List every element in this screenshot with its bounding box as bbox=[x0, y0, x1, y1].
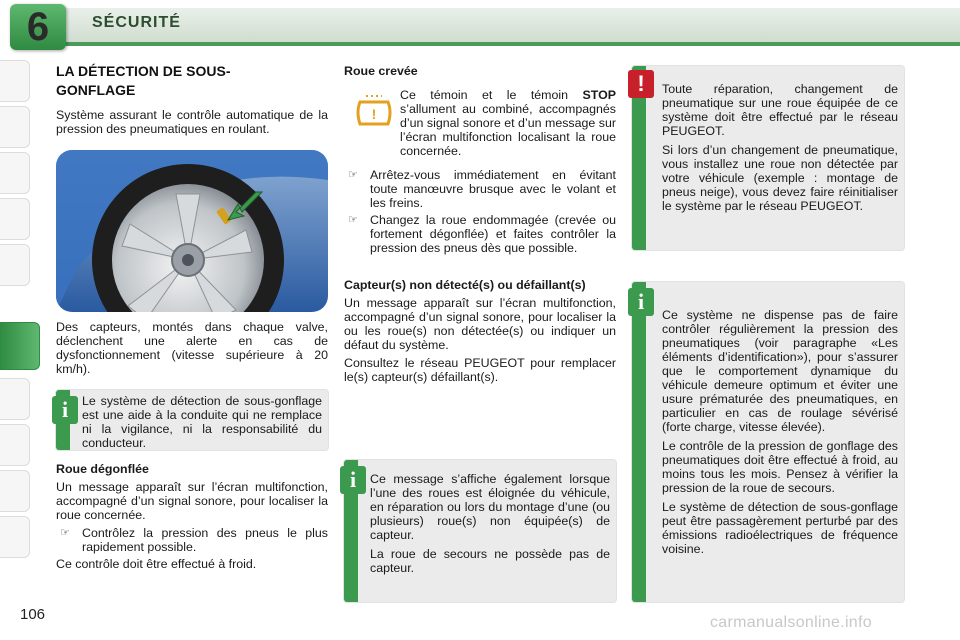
page-number: 106 bbox=[20, 606, 46, 623]
info-icon: i bbox=[52, 396, 78, 424]
chapter-tab[interactable] bbox=[10, 4, 66, 50]
pointing-hand-icon: ☞ bbox=[60, 527, 70, 539]
info-box-pressure-p2: Le contrôle de la pression de gonflage des pneumatiques doit être effectué à froid, au moins tous les mois. Pensez à vérifier la pression de la roue de secours. bbox=[662, 439, 898, 495]
deflated-title: Roue dégonflée bbox=[56, 462, 149, 476]
wheel-illustration bbox=[56, 150, 328, 312]
side-tab-4[interactable] bbox=[0, 198, 30, 240]
pointing-hand-icon: ☞ bbox=[348, 169, 358, 181]
info-box-spare-p1: Ce message s’affiche également lorsque l’une des roues est éloignée du véhicule, en réparation ou lors du montage d’une (ou plusieurs) roue(s) non équipée(s) de capteur. bbox=[370, 472, 610, 542]
puncture-bullet-1 bbox=[344, 168, 616, 210]
pointing-hand-icon: ☞ bbox=[348, 214, 358, 226]
puncture-bullet-2-text: Changez la roue endommagée (crevée ou fortement dégonflée) et faites contrôler la pression des pneus dès que possible. bbox=[370, 213, 616, 255]
section-heading bbox=[56, 62, 328, 100]
side-tab-7[interactable] bbox=[0, 378, 30, 420]
wheel-valve-photo bbox=[56, 150, 328, 312]
side-tab-3[interactable] bbox=[0, 152, 30, 194]
puncture-text-b: s’allument au combiné, accompagnés d’un signal sonore et d’un message sur l’écran multifonction localisant la roue concernée. bbox=[400, 102, 616, 158]
sensors-paragraph: Des capteurs, montés dans chaque valve, déclenchent une alerte en cas de dysfonctionnement (vitesse supérieure à 20 km/h). bbox=[56, 320, 328, 376]
header-band bbox=[60, 8, 960, 44]
tpms-warning-icon bbox=[352, 90, 396, 134]
puncture-paragraph-wrap bbox=[400, 88, 616, 162]
side-tab-8[interactable] bbox=[0, 424, 30, 466]
box-accent bbox=[632, 282, 646, 602]
warning-box-text bbox=[662, 82, 898, 218]
info-box-driver-aid bbox=[56, 390, 328, 450]
side-tab-9[interactable] bbox=[0, 470, 30, 512]
side-tab-10[interactable] bbox=[0, 516, 30, 558]
chapter-title: SÉCURITÉ bbox=[92, 14, 181, 31]
info-box-spare-text bbox=[370, 472, 610, 580]
sensor-title: Capteur(s) non détecté(s) ou défaillant(s) bbox=[344, 278, 586, 292]
section-heading-line2: GONFLAGE bbox=[56, 82, 136, 98]
warning-box-p2: Si lors d’un changement de pneumatique, vous installez une roue non détectée par votre véhicule (exemple : montage de pneus neige), vous devez faire réinitialiser le système par le réseau PEUGEOT. bbox=[662, 143, 898, 213]
sensor-text-2: Consultez le réseau PEUGEOT pour remplacer le(s) capteur(s) défaillant(s). bbox=[344, 356, 616, 384]
side-tab-1[interactable] bbox=[0, 60, 30, 102]
deflated-bullet bbox=[56, 526, 328, 554]
info-box-pressure-p1: Ce système ne dispense pas de faire contrôler régulièrement la pression des pneumatiques (voir paragraphe «Les éléments d’identification»), pour s’assurer que le comportement dynamique du véhicule demeure optimum et éviter une usure prématurée des pneumatiques, en particulier en cas de roulage sévérisé (forte charge, vitesse élevée). bbox=[662, 308, 898, 434]
puncture-bullet-2 bbox=[344, 213, 616, 255]
deflated-section bbox=[56, 462, 328, 575]
section-heading-line1: LA DÉTECTION DE SOUS- bbox=[56, 63, 231, 79]
header-stripe bbox=[60, 42, 960, 46]
info-box-pressure bbox=[632, 282, 904, 602]
side-tab-2[interactable] bbox=[0, 106, 30, 148]
deflated-text: Un message apparaît sur l’écran multifonction, accompagné d’un signal sonore, pour localiser la roue concernée. bbox=[56, 480, 328, 522]
puncture-text-a: Ce témoin et le témoin bbox=[400, 88, 583, 102]
sensor-text: Un message apparaît sur l’écran multifonction, accompagné d’un signal sonore, pour localiser la ou les roue(s) non détectée(s) ou indiquer un défaut du système. bbox=[344, 296, 616, 352]
column-left bbox=[56, 62, 328, 140]
intro-paragraph: Système assurant le contrôle automatique de la pression des pneumatiques en roulant. bbox=[56, 108, 328, 136]
side-tab-active[interactable] bbox=[0, 322, 40, 370]
watermark: carmanualsonline.info bbox=[710, 614, 872, 631]
warning-icon: ! bbox=[628, 70, 654, 98]
page-header bbox=[0, 0, 960, 52]
puncture-paragraph bbox=[400, 88, 616, 158]
info-icon: i bbox=[628, 288, 654, 316]
sensor-section bbox=[344, 278, 616, 388]
warning-box-p1: Toute réparation, changement de pneumatique sur une roue équipée de ce système doit être effectué par le réseau PEUGEOT. bbox=[662, 82, 898, 138]
puncture-bullets bbox=[344, 168, 616, 258]
puncture-bullet-1-text: Arrêtez-vous immédiatement en évitant toute manœuvre brusque avec le volant et les freins. bbox=[370, 168, 616, 210]
sensors-paragraph-wrap bbox=[56, 320, 328, 380]
info-box-spare-p2: La roue de secours ne possède pas de capteur. bbox=[370, 547, 610, 575]
info-box-pressure-p3: Le système de détection de sous-gonflage peut être passagèrement perturbé par des émissions radioélectriques de fréquence voisine. bbox=[662, 500, 898, 556]
deflated-note: Ce contrôle doit être effectué à froid. bbox=[56, 557, 257, 571]
info-box-text: Le système de détection de sous-gonflage est une aide à la conduite qui ne remplace ni la vigilance, ni la responsabilité du conducteur. bbox=[82, 394, 322, 450]
puncture-title: Roue crevée bbox=[344, 64, 418, 78]
chapter-tab-strip bbox=[0, 60, 38, 580]
side-tab-5[interactable] bbox=[0, 244, 30, 286]
info-box-pressure-text bbox=[662, 308, 898, 561]
warning-box-repair bbox=[632, 66, 904, 250]
deflated-bullet-text: Contrôlez la pression des pneus le plus rapidement possible. bbox=[82, 526, 328, 554]
stop-label: STOP bbox=[582, 88, 616, 102]
info-box-spare-wheel bbox=[344, 460, 616, 602]
svg-text:!: ! bbox=[371, 106, 377, 122]
info-icon: i bbox=[340, 466, 366, 494]
chapter-number: 6 bbox=[26, 5, 50, 49]
column-middle bbox=[344, 64, 616, 82]
